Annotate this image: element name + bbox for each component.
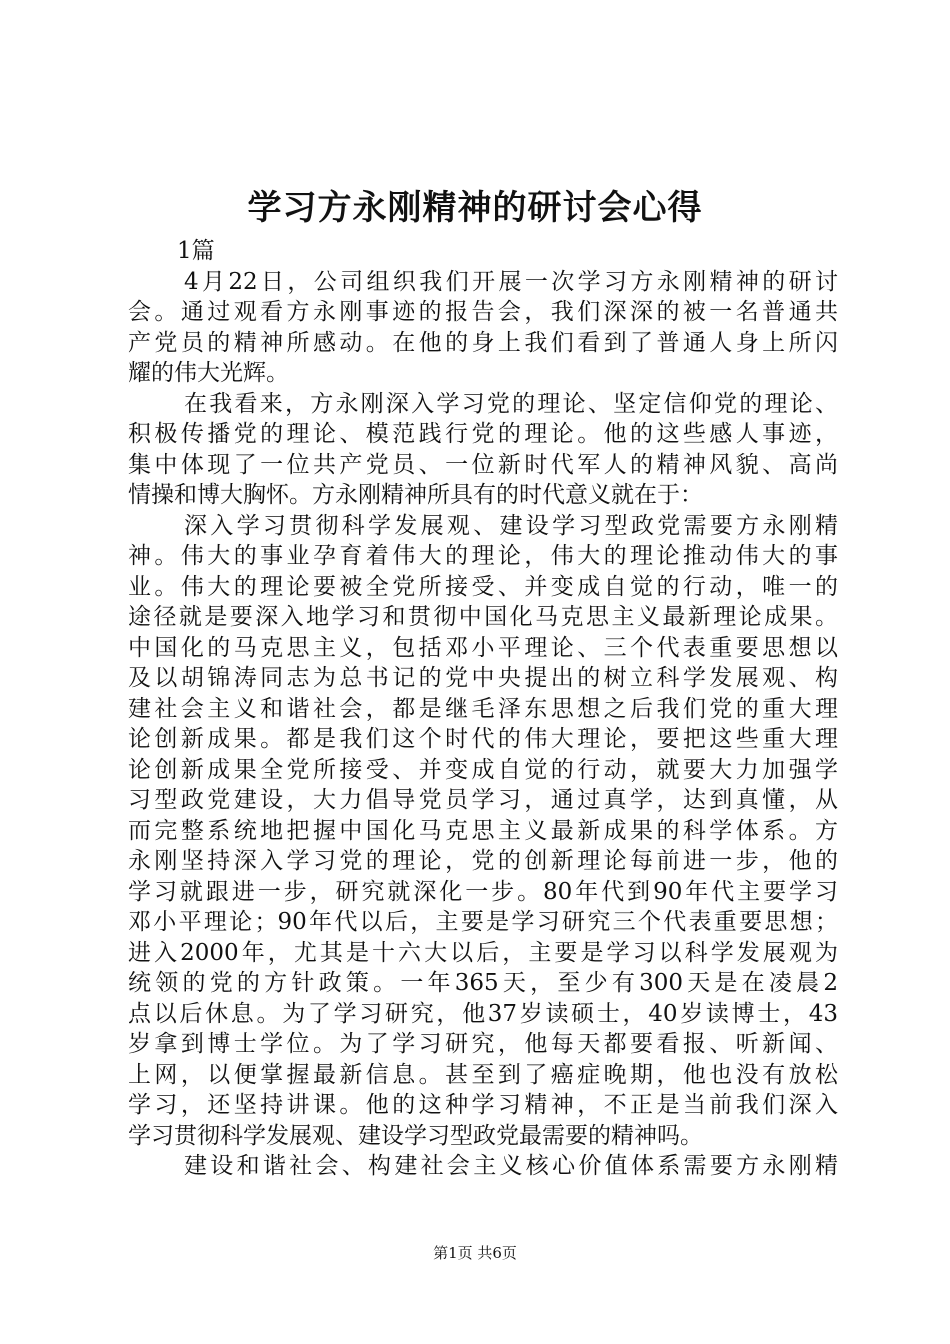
text-line: 点以后休息。为了学习研究，他37岁读硕士，40岁读博士，43 xyxy=(128,1000,838,1027)
text-line: 论创新成果全党所接受、并变成自觉的行动，就要大力加强学 xyxy=(128,756,838,783)
text-line: 学习贯彻科学发展观、建设学习型政党最需要的精神吗。 xyxy=(128,1122,703,1149)
text-line: 而完整系统地把握中国化马克思主义最新成果的科学体系。方 xyxy=(128,817,838,844)
text-line: 业。伟大的理论要被全党所接受、并变成自觉的行动，唯一的 xyxy=(128,573,838,600)
text-line: 神。伟大的事业孕育着伟大的理论，伟大的理论推动伟大的事 xyxy=(128,543,838,569)
document-body xyxy=(128,236,838,1182)
text-line: 统领的党的方针政策。一年365天，至少有300天是在凌晨2 xyxy=(128,970,838,996)
text-line: 会。通过观看方永刚事迹的报告会，我们深深的被一名普通共 xyxy=(128,299,838,325)
text-line: 上网，以便掌握最新信息。甚至到了癌症晚期，他也没有放松 xyxy=(128,1061,838,1088)
text-line: 学习就跟进一步，研究就深化一步。80年代到90年代主要学习 xyxy=(128,878,838,905)
text-line: 习型政党建设，大力倡导党员学习，通过真学，达到真懂，从 xyxy=(128,787,838,813)
text-line: 在我看来，方永刚深入学习党的理论、坚定信仰党的理论、 xyxy=(184,390,838,417)
text-line: 耀的伟大光辉。 xyxy=(128,360,289,386)
text-line: 集中体现了一位共产党员、一位新时代军人的精神风貌、高尚 xyxy=(128,451,838,478)
text-line: 进入2000年，尤其是十六大以后，主要是学习以科学发展观为 xyxy=(128,939,838,966)
text-line: 途径就是要深入地学习和贯彻中国化马克思主义最新理论成果。 xyxy=(128,604,838,630)
section-subheading: 1篇 xyxy=(177,238,215,264)
text-line: 永刚坚持深入学习党的理论，党的创新理论每前进一步，他的 xyxy=(128,848,838,874)
text-line: 岁拿到博士学位。为了学习研究，他每天都要看报、听新闻、 xyxy=(128,1031,838,1057)
text-line: 产党员的精神所感动。在他的身上我们看到了普通人身上所闪 xyxy=(128,329,838,356)
text-line: 中国化的马克思主义，包括邓小平理论、三个代表重要思想以 xyxy=(128,634,838,661)
text-line: 及以胡锦涛同志为总书记的党中央提出的树立科学发展观、构 xyxy=(128,665,838,691)
text-line: 建设和谐社会、构建社会主义核心价值体系需要方永刚精 xyxy=(184,1153,838,1179)
text-line: 4月22日，公司组织我们开展一次学习方永刚精神的研讨 xyxy=(184,268,838,295)
text-line: 学习，还坚持讲课。他的这种学习精神，不正是当前我们深入 xyxy=(128,1092,838,1118)
page-footer: 第1页 共6页 xyxy=(433,1244,517,1262)
text-line: 邓小平理论；90年代以后，主要是学习研究三个代表重要思想； xyxy=(128,909,838,935)
document-title: 学习方永刚精神的研讨会心得 xyxy=(247,188,703,228)
text-line: 积极传播党的理论、模范践行党的理论。他的这些感人事迹， xyxy=(128,421,838,447)
text-line: 建社会主义和谐社会，都是继毛泽东思想之后我们党的重大理 xyxy=(128,695,838,722)
text-line: 论创新成果。都是我们这个时代的伟大理论，要把这些重大理 xyxy=(128,726,838,752)
text-line: 深入学习贯彻科学发展观、建设学习型政党需要方永刚精 xyxy=(184,512,838,539)
text-line: 情操和博大胸怀。方永刚精神所具有的时代意义就在于： xyxy=(128,482,703,508)
